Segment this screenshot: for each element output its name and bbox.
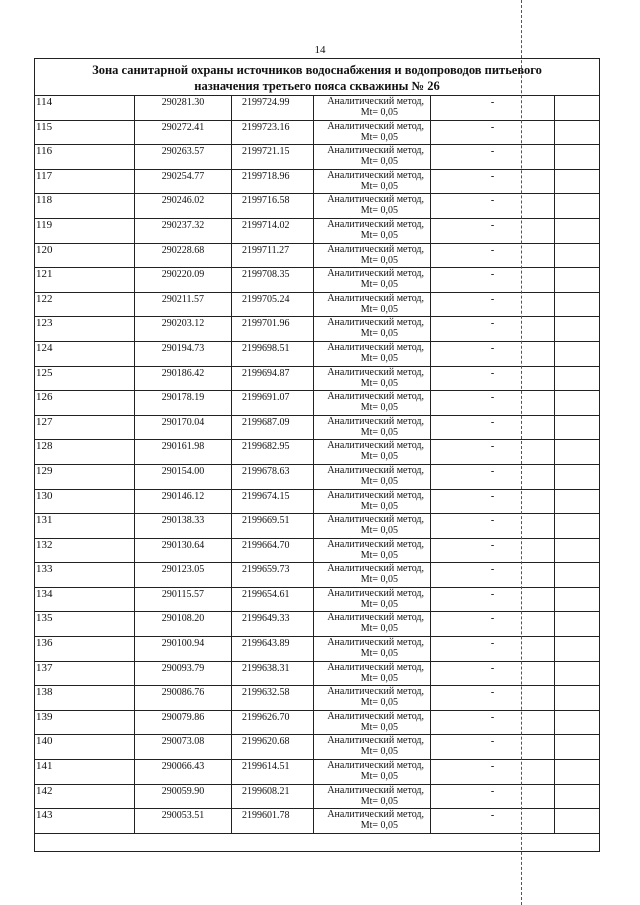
point-number-cell: 119 [34,219,135,244]
method-cell [314,735,431,760]
method-text: Аналитический метод, [327,243,424,255]
table-row [34,219,600,244]
point-number-cell: 116 [34,145,135,170]
method-text: Аналитический метод, [327,145,424,157]
table-title-line-2: назначения третьего пояса скважины № 26 [194,79,440,93]
method-cell [314,121,431,146]
method-cell [314,391,431,416]
x-coordinate-cell: 290211.57 [135,293,232,318]
empty-cell [555,785,600,810]
empty-cell [555,612,600,637]
method-text: Аналитический метод, [327,169,424,181]
accuracy-text: Mt= 0,05 [360,746,398,758]
table-row [34,440,600,465]
x-coordinate-cell: 290115.57 [135,588,232,613]
point-number-cell: 136 [34,637,135,662]
method-text: Аналитический метод, [327,268,424,280]
point-number-cell: 134 [34,588,135,613]
empty-cell [555,416,600,441]
point-number-cell: 135 [34,612,135,637]
point-number-cell: 123 [34,317,135,342]
method-cell [314,170,431,195]
table-row [34,145,600,170]
description-cell: - [431,711,555,736]
point-number-cell: 139 [34,711,135,736]
accuracy-text: Mt= 0,05 [360,205,398,217]
description-cell: - [431,760,555,785]
description-cell: - [431,170,555,195]
point-number-cell: 121 [34,268,135,293]
y-coordinate-cell: 2199659.73 [232,563,314,588]
y-coordinate-cell: 2199608.21 [232,785,314,810]
accuracy-text: Mt= 0,05 [360,303,398,315]
y-coordinate-cell: 2199620.68 [232,735,314,760]
y-coordinate-cell: 2199716.58 [232,194,314,219]
table-row [34,612,600,637]
table-row [34,416,600,441]
empty-cell [555,686,600,711]
method-text: Аналитический метод, [327,194,424,206]
y-coordinate-cell: 2199638.31 [232,662,314,687]
table-row [34,465,600,490]
x-coordinate-cell: 290161.98 [135,440,232,465]
description-cell: - [431,342,555,367]
accuracy-text: Mt= 0,05 [360,328,398,340]
point-number-cell: 117 [34,170,135,195]
accuracy-text: Mt= 0,05 [360,254,398,266]
method-text: Аналитический метод, [327,464,424,476]
method-cell [314,785,431,810]
method-text: Аналитический метод, [327,784,424,796]
empty-cell [555,367,600,392]
table-row [34,785,600,810]
table-row [34,391,600,416]
point-number-cell: 132 [34,539,135,564]
x-coordinate-cell: 290194.73 [135,342,232,367]
empty-cell [555,96,600,121]
table-row [34,539,600,564]
x-coordinate-cell: 290066.43 [135,760,232,785]
empty-cell [555,244,600,269]
x-coordinate-cell: 290059.90 [135,785,232,810]
method-cell [314,317,431,342]
point-number-cell: 143 [34,809,135,834]
accuracy-text: Mt= 0,05 [360,525,398,537]
y-coordinate-cell: 2199674.15 [232,490,314,515]
method-text: Аналитический метод, [327,317,424,329]
x-coordinate-cell: 290178.19 [135,391,232,416]
x-coordinate-cell: 290086.76 [135,686,232,711]
empty-cell [555,760,600,785]
y-coordinate-cell: 2199721.15 [232,145,314,170]
accuracy-text: Mt= 0,05 [360,377,398,389]
description-cell: - [431,440,555,465]
table-title [34,58,600,96]
empty-cell [555,588,600,613]
table-row [34,367,600,392]
method-text: Аналитический метод, [327,661,424,673]
method-text: Аналитический метод, [327,612,424,624]
description-cell: - [431,785,555,810]
method-text: Аналитический метод, [327,735,424,747]
point-number-cell: 127 [34,416,135,441]
x-coordinate-cell: 290100.94 [135,637,232,662]
accuracy-text: Mt= 0,05 [360,598,398,610]
accuracy-text: Mt= 0,05 [360,426,398,438]
y-coordinate-cell: 2199691.07 [232,391,314,416]
y-coordinate-cell: 2199654.61 [232,588,314,613]
accuracy-text: Mt= 0,05 [360,721,398,733]
method-text: Аналитический метод, [327,587,424,599]
x-coordinate-cell: 290263.57 [135,145,232,170]
scan-fold-line [521,0,522,905]
accuracy-text: Mt= 0,05 [360,795,398,807]
table-row [34,514,600,539]
y-coordinate-cell: 2199614.51 [232,760,314,785]
method-cell [314,588,431,613]
method-text: Аналитический метод, [327,218,424,230]
point-number-cell: 125 [34,367,135,392]
point-number-cell: 120 [34,244,135,269]
empty-cell [555,465,600,490]
point-number-cell: 133 [34,563,135,588]
point-number-cell: 115 [34,121,135,146]
description-cell: - [431,244,555,269]
accuracy-text: Mt= 0,05 [360,648,398,660]
accuracy-text: Mt= 0,05 [360,279,398,291]
y-coordinate-cell: 2199694.87 [232,367,314,392]
accuracy-text: Mt= 0,05 [360,549,398,561]
table-row [34,194,600,219]
coordinates-table [34,96,600,834]
method-cell [314,96,431,121]
method-text: Аналитический метод, [327,710,424,722]
y-coordinate-cell: 2199687.09 [232,416,314,441]
description-cell: - [431,514,555,539]
method-cell [314,662,431,687]
empty-cell [555,293,600,318]
method-text: Аналитический метод, [327,489,424,501]
point-number-cell: 137 [34,662,135,687]
x-coordinate-cell: 290254.77 [135,170,232,195]
accuracy-text: Mt= 0,05 [360,500,398,512]
method-text: Аналитический метод, [327,415,424,427]
method-cell [314,367,431,392]
x-coordinate-cell: 290246.02 [135,194,232,219]
method-text: Аналитический метод, [327,440,424,452]
x-coordinate-cell: 290186.42 [135,367,232,392]
table-row [34,293,600,318]
method-text: Аналитический метод, [327,341,424,353]
y-coordinate-cell: 2199632.58 [232,686,314,711]
accuracy-text: Mt= 0,05 [360,451,398,463]
x-coordinate-cell: 290079.86 [135,711,232,736]
method-cell [314,268,431,293]
table-row [34,809,600,834]
method-cell [314,244,431,269]
x-coordinate-cell: 290053.51 [135,809,232,834]
empty-cell [555,490,600,515]
y-coordinate-cell: 2199723.16 [232,121,314,146]
accuracy-text: Mt= 0,05 [360,402,398,414]
method-text: Аналитический метод, [327,514,424,526]
description-cell: - [431,145,555,170]
method-text: Аналитический метод, [327,563,424,575]
y-coordinate-cell: 2199701.96 [232,317,314,342]
method-text: Аналитический метод, [327,391,424,403]
description-cell: - [431,490,555,515]
table-row [34,637,600,662]
empty-cell [555,539,600,564]
empty-cell [555,637,600,662]
x-coordinate-cell: 290073.08 [135,735,232,760]
point-number-cell: 114 [34,96,135,121]
method-cell [314,293,431,318]
empty-cell [555,735,600,760]
description-cell: - [431,194,555,219]
accuracy-text: Mt= 0,05 [360,156,398,168]
y-coordinate-cell: 2199698.51 [232,342,314,367]
method-text: Аналитический метод, [327,637,424,649]
description-cell: - [431,588,555,613]
empty-cell [555,268,600,293]
method-text: Аналитический метод, [327,760,424,772]
method-cell [314,194,431,219]
y-coordinate-cell: 2199678.63 [232,465,314,490]
description-cell: - [431,612,555,637]
point-number-cell: 118 [34,194,135,219]
x-coordinate-cell: 290146.12 [135,490,232,515]
method-cell [314,514,431,539]
description-cell: - [431,662,555,687]
x-coordinate-cell: 290228.68 [135,244,232,269]
method-cell [314,686,431,711]
method-cell [314,760,431,785]
x-coordinate-cell: 290220.09 [135,268,232,293]
empty-cell [555,711,600,736]
table-row [34,563,600,588]
y-coordinate-cell: 2199669.51 [232,514,314,539]
empty-cell [555,194,600,219]
method-cell [314,440,431,465]
description-cell: - [431,686,555,711]
method-text: Аналитический метод, [327,538,424,550]
y-coordinate-cell: 2199711.27 [232,244,314,269]
y-coordinate-cell: 2199724.99 [232,96,314,121]
empty-cell [555,391,600,416]
x-coordinate-cell: 290154.00 [135,465,232,490]
accuracy-text: Mt= 0,05 [360,697,398,709]
point-number-cell: 128 [34,440,135,465]
y-coordinate-cell: 2199601.78 [232,809,314,834]
table-row [34,170,600,195]
description-cell: - [431,809,555,834]
accuracy-text: Mt= 0,05 [360,229,398,241]
method-text: Аналитический метод, [327,96,424,107]
description-cell: - [431,465,555,490]
accuracy-text: Mt= 0,05 [360,107,398,118]
method-text: Аналитический метод, [327,292,424,304]
empty-cell [555,121,600,146]
table-row [34,735,600,760]
table-row [34,96,600,121]
point-number-cell: 126 [34,391,135,416]
method-cell [314,539,431,564]
accuracy-text: Mt= 0,05 [360,131,398,143]
description-cell: - [431,637,555,662]
y-coordinate-cell: 2199708.35 [232,268,314,293]
method-text: Аналитический метод, [327,366,424,378]
point-number-cell: 130 [34,490,135,515]
accuracy-text: Mt= 0,05 [360,623,398,635]
description-cell: - [431,293,555,318]
empty-cell [555,317,600,342]
point-number-cell: 122 [34,293,135,318]
y-coordinate-cell: 2199643.89 [232,637,314,662]
point-number-cell: 124 [34,342,135,367]
description-cell: - [431,96,555,121]
description-cell: - [431,416,555,441]
method-cell [314,145,431,170]
empty-cell [555,440,600,465]
method-text: Аналитический метод, [327,809,424,821]
point-number-cell: 138 [34,686,135,711]
empty-cell [555,809,600,834]
empty-cell [555,170,600,195]
x-coordinate-cell: 290093.79 [135,662,232,687]
accuracy-text: Mt= 0,05 [360,574,398,586]
table-row [34,686,600,711]
table-row [34,317,600,342]
point-number-cell: 140 [34,735,135,760]
x-coordinate-cell: 290237.32 [135,219,232,244]
accuracy-text: Mt= 0,05 [360,352,398,364]
point-number-cell: 129 [34,465,135,490]
table-row [34,342,600,367]
y-coordinate-cell: 2199718.96 [232,170,314,195]
x-coordinate-cell: 290170.04 [135,416,232,441]
table-row [34,662,600,687]
y-coordinate-cell: 2199664.70 [232,539,314,564]
page-number: 14 [314,44,326,56]
x-coordinate-cell: 290123.05 [135,563,232,588]
empty-cell [555,563,600,588]
method-cell [314,416,431,441]
y-coordinate-cell: 2199682.95 [232,440,314,465]
method-cell [314,809,431,834]
description-cell: - [431,539,555,564]
accuracy-text: Mt= 0,05 [360,771,398,783]
point-number-cell: 142 [34,785,135,810]
table-row [34,121,600,146]
table-row [34,244,600,269]
x-coordinate-cell: 290138.33 [135,514,232,539]
empty-cell [555,219,600,244]
method-cell [314,490,431,515]
accuracy-text: Mt= 0,05 [360,672,398,684]
table-row [34,711,600,736]
x-coordinate-cell: 290108.20 [135,612,232,637]
description-cell: - [431,317,555,342]
method-cell [314,563,431,588]
description-cell: - [431,219,555,244]
table-row [34,490,600,515]
y-coordinate-cell: 2199649.33 [232,612,314,637]
empty-cell [555,514,600,539]
table-row [34,268,600,293]
accuracy-text: Mt= 0,05 [360,820,398,832]
empty-cell [555,145,600,170]
description-cell: - [431,563,555,588]
point-number-cell: 141 [34,760,135,785]
method-cell [314,637,431,662]
description-cell: - [431,121,555,146]
table-row [34,588,600,613]
method-cell [314,342,431,367]
description-cell: - [431,391,555,416]
y-coordinate-cell: 2199705.24 [232,293,314,318]
description-cell: - [431,735,555,760]
table-title-line-1: Зона санитарной охраны источников водоснабжения и водопроводов питьевого [92,63,542,77]
accuracy-text: Mt= 0,05 [360,180,398,192]
table-row [34,760,600,785]
method-cell [314,711,431,736]
x-coordinate-cell: 290130.64 [135,539,232,564]
description-cell: - [431,268,555,293]
x-coordinate-cell: 290281.30 [135,96,232,121]
empty-cell [555,342,600,367]
method-cell [314,219,431,244]
x-coordinate-cell: 290203.12 [135,317,232,342]
method-text: Аналитический метод, [327,686,424,698]
point-number-cell: 131 [34,514,135,539]
x-coordinate-cell: 290272.41 [135,121,232,146]
y-coordinate-cell: 2199626.70 [232,711,314,736]
empty-cell [555,662,600,687]
method-cell [314,465,431,490]
y-coordinate-cell: 2199714.02 [232,219,314,244]
method-text: Аналитический метод, [327,120,424,132]
description-cell: - [431,367,555,392]
method-cell [314,612,431,637]
accuracy-text: Mt= 0,05 [360,475,398,487]
